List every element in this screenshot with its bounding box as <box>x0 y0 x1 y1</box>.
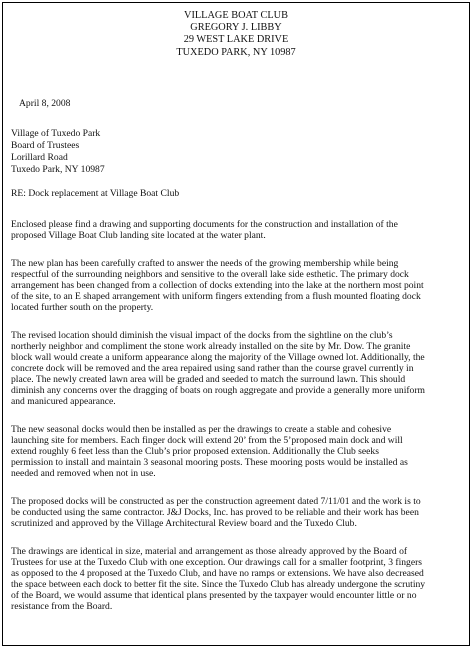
body-line: and manicured appearance. <box>11 396 116 407</box>
body-line: The new seasonal docks would then be installed as per the drawings to create a stable and cohesive <box>11 424 392 435</box>
body-line: arrangement has been changed from a collection of docks extending into the lake at the northern most point <box>11 280 424 291</box>
recipient-line: Lorillard Road <box>11 152 68 163</box>
body-line: extend roughly 6 feet less than the Club’s prior proposed extension. Additionally the Club seeks <box>11 446 379 457</box>
body-line: respectful of the surrounding neighbors and sensitive to the overall lake side esthetic. The primary dock <box>11 269 409 280</box>
body-line: needed and removed when not in use. <box>11 468 156 479</box>
body-line: resistance from the Board. <box>11 601 113 612</box>
body-line: The proposed docks will be constructed as per the construction agreement dated 7/11/01 and the work is to <box>11 496 421 507</box>
body-line: concrete dock will be removed and the area repaired using sand rather than the course gravel currently in <box>11 363 414 374</box>
recipient-line: Board of Trustees <box>11 140 80 151</box>
body-line: place. The newly created lawn area will be graded and seeded to match the surround lawn. This should <box>11 374 406 385</box>
body-line: diminish any concerns over the dragging of boats on rough aggregate and provide a generally more uniform <box>11 385 426 396</box>
body-line: be conducted using the same contractor. J&J Docks, Inc. has proved to be reliable and their work has been <box>11 507 419 518</box>
recipient-line: Tuxedo Park, NY 10987 <box>11 164 105 175</box>
letterhead-line: TUXEDO PARK, NY 10987 <box>176 46 296 58</box>
body-line: The revised location should diminish the visual impact of the docks from the sightline on the club’s <box>11 330 393 341</box>
body-line: The drawings are identical in size, material and arrangement as those already approved by the Board of <box>11 546 408 557</box>
body-line: Enclosed please find a drawing and supporting documents for the construction and installation of the <box>11 219 398 230</box>
letterhead-line: VILLAGE BOAT CLUB <box>184 10 288 21</box>
body-line: launching site for members. Each finger dock will extend 20’ from the 5’proposed main dock and will <box>11 435 403 446</box>
body-line: block wall would create a uniform appearance along the majority of the Village owned lot. Additionally, the <box>11 352 425 363</box>
letterhead-line: 29 WEST LAKE DRIVE <box>183 34 289 46</box>
body-line: the space between each dock to better fit the site. Since the Tuxedo Club has already undergone the scrutiny <box>11 579 426 590</box>
body-line: northerly neighbor and compliment the stone work already installed on the site by Mr. Dow. The granite <box>11 341 411 352</box>
body-line: of the Board, we would assume that identical plans presented by the taxpayer would encounter little or no <box>11 590 417 601</box>
letterhead <box>3 10 469 59</box>
body-line: of the site, to an E shaped arrangement with uniform fingers extending from a flush mounted floating dock <box>11 291 421 302</box>
body-line: as opposed to the 4 proposed at the Tuxedo Club, and have no ramps or extensions. We have also decreased <box>11 568 424 579</box>
letterhead-line: GREGORY J. LIBBY <box>190 22 282 34</box>
body-line: permission to install and maintain 3 seasonal mooring posts. These mooring posts would be installed as <box>11 457 408 468</box>
body-line: located further south on the property. <box>11 302 154 313</box>
body-line: scrutinized and approved by the Village Architectural Review board and the Tuxedo Club. <box>11 518 357 529</box>
body-line: Trustees for use at the Tuxedo Club with one exception. Our drawings call for a smaller footprint, 3 fingers <box>11 557 423 568</box>
recipient-line: Village of Tuxedo Park <box>11 128 101 139</box>
body-line: The new plan has been carefully crafted to answer the needs of the growing membership while being <box>11 258 399 269</box>
body-line: proposed Village Boat Club landing site located at the water plant. <box>11 230 266 241</box>
letter-date: April 8, 2008 <box>19 98 71 109</box>
letter-page <box>2 2 470 646</box>
subject-line: RE: Dock replacement at Village Boat Club <box>11 188 180 199</box>
